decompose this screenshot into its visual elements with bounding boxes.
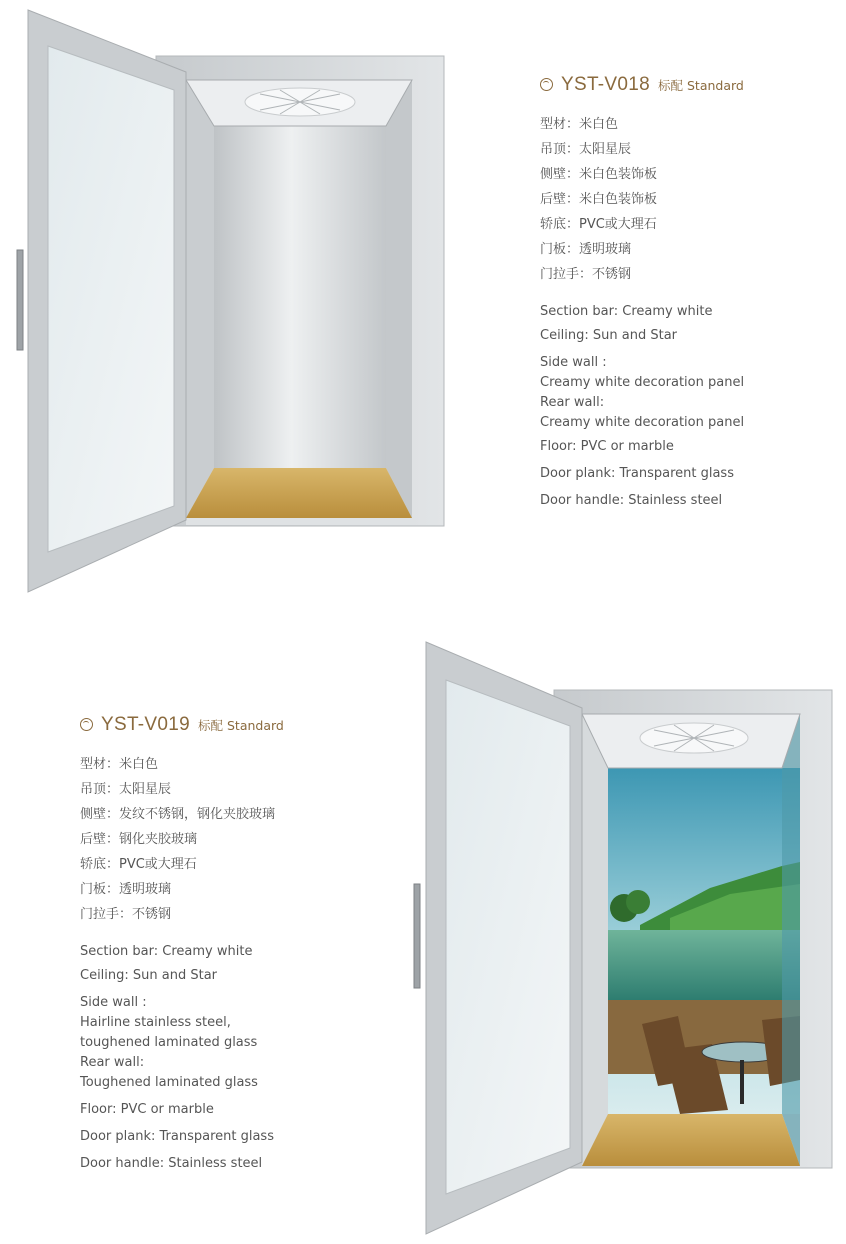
spec-panel <box>540 74 744 511</box>
cn-spec-item: 吊顶：太阳星辰 <box>540 142 632 157</box>
cn-spec-item: 门拉手：不锈钢 <box>540 267 632 282</box>
en-floor: Floor: PVC or marble <box>540 439 674 454</box>
en-section-bar: Section bar: Creamy white <box>540 304 713 319</box>
en-ceiling: Ceiling: Sun and Star <box>80 968 218 983</box>
cn-spec-list <box>80 752 284 927</box>
cn-spec-item: 门板：透明玻璃 <box>540 242 632 257</box>
spec-panel <box>80 714 284 1174</box>
model-name: YST-V019 <box>101 714 191 735</box>
en-side-wall-value: toughened laminated glass <box>80 1035 258 1050</box>
en-rear-wall-label: Rear wall: <box>540 395 605 410</box>
en-rear-wall-value: Creamy white decoration panel <box>540 415 745 430</box>
cn-spec-item: 型材：米白色 <box>80 757 159 772</box>
title-row <box>540 74 744 96</box>
cn-spec-item: 后壁：钢化夹胶玻璃 <box>80 832 198 847</box>
cn-spec-list <box>540 112 744 287</box>
model-name: YST-V018 <box>561 74 651 95</box>
en-door-plank: Door plank: Transparent glass <box>80 1129 274 1144</box>
en-rear-wall-value: Toughened laminated glass <box>80 1075 258 1090</box>
cn-spec-item: 型材：米白色 <box>540 117 619 132</box>
bell-icon <box>540 78 553 91</box>
side-wall <box>782 714 800 1166</box>
door-glass <box>446 680 570 1194</box>
door-handle <box>17 250 23 350</box>
product-yst-v019 <box>0 622 846 1244</box>
en-section-bar: Section bar: Creamy white <box>80 944 253 959</box>
en-side-wall-value: Creamy white decoration panel <box>540 375 745 390</box>
elevator-illustration <box>410 640 836 1240</box>
door-glass <box>48 46 174 552</box>
cn-spec-item: 轿底：PVC或大理石 <box>80 857 197 872</box>
en-rear-wall-label: Rear wall: <box>80 1055 145 1070</box>
en-side-wall-label: Side wall : <box>80 995 147 1010</box>
cn-spec-item: 后壁：米白色装饰板 <box>540 192 658 207</box>
cn-spec-item: 门板：透明玻璃 <box>80 882 172 897</box>
en-spec-list <box>80 942 284 1174</box>
en-door-plank: Door plank: Transparent glass <box>540 466 734 481</box>
en-side-wall-value: Hairline stainless steel, <box>80 1015 231 1030</box>
cn-spec-item: 门拉手：不锈钢 <box>80 907 172 922</box>
cn-spec-item: 侧壁：米白色装饰板 <box>540 167 658 182</box>
elevator-illustration <box>14 8 454 598</box>
en-spec-list <box>540 302 744 511</box>
standard-tag: 标配 Standard <box>198 718 284 733</box>
title-row <box>80 714 284 736</box>
bell-icon <box>80 718 93 731</box>
en-door-handle: Door handle: Stainless steel <box>80 1156 263 1171</box>
floor <box>186 468 412 518</box>
back-wall <box>214 126 386 468</box>
floor <box>582 1114 800 1166</box>
side-wall <box>186 80 214 518</box>
cn-spec-item: 轿底：PVC或大理石 <box>540 217 657 232</box>
en-floor: Floor: PVC or marble <box>80 1102 214 1117</box>
door-handle <box>414 884 420 988</box>
standard-tag: 标配 Standard <box>658 78 744 93</box>
en-side-wall-label: Side wall : <box>540 355 607 370</box>
cn-spec-item: 侧壁：发纹不锈钢，钢化夹胶玻璃 <box>80 807 276 822</box>
en-ceiling: Ceiling: Sun and Star <box>540 328 678 343</box>
en-door-handle: Door handle: Stainless steel <box>540 493 723 508</box>
cn-spec-item: 吊顶：太阳星辰 <box>80 782 172 797</box>
